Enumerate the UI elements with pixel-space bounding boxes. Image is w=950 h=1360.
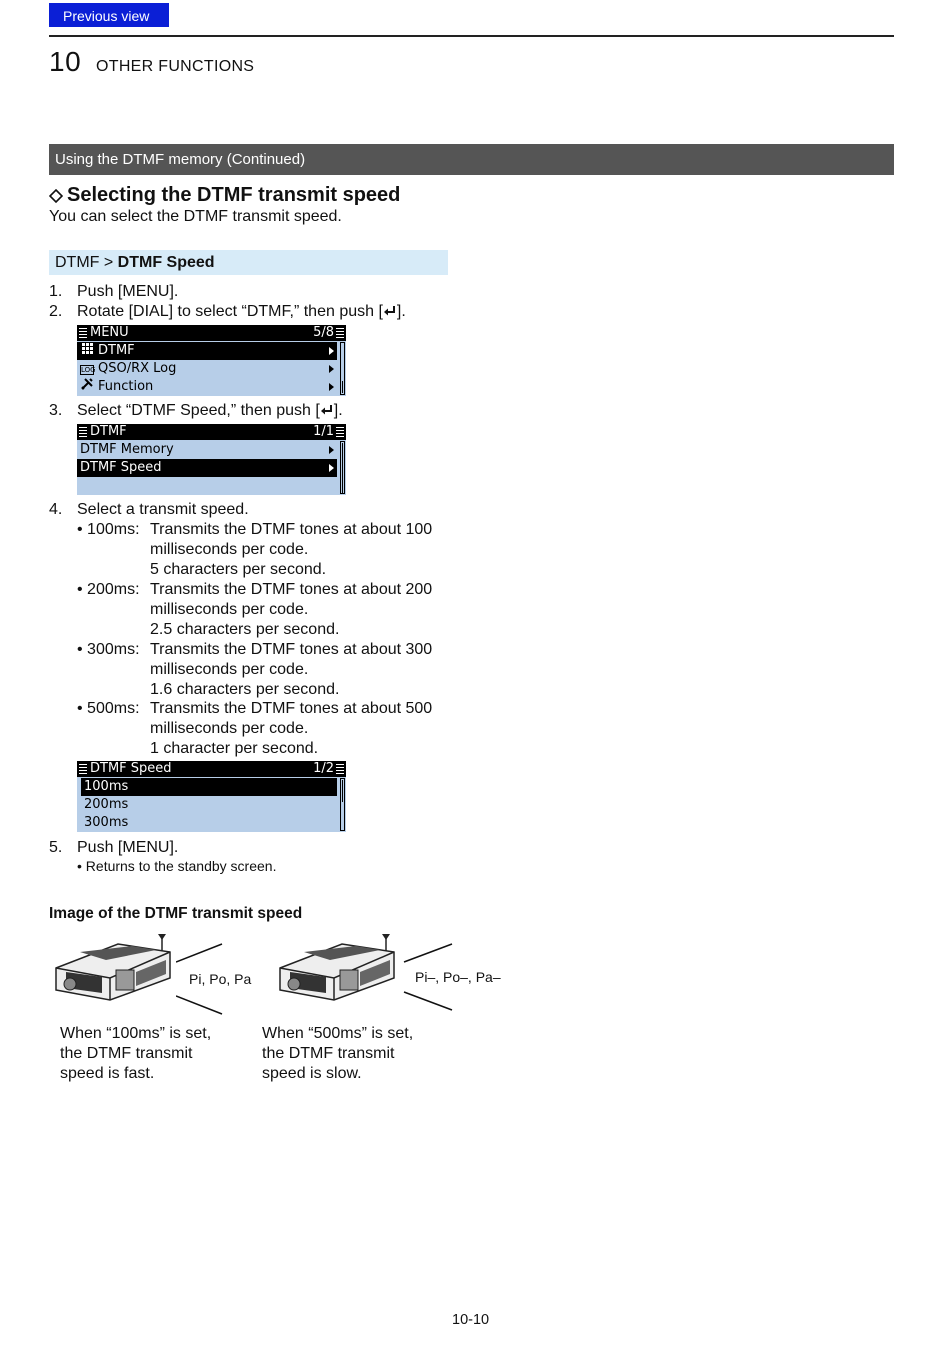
dtmf-row-memory[interactable] — [77, 441, 337, 459]
caption-line: When “100ms” is set, — [60, 1025, 212, 1042]
speed-desc: milliseconds per code. — [150, 541, 309, 558]
step-2 — [49, 302, 406, 322]
speed-row-100[interactable] — [81, 778, 337, 796]
step-text: Rotate [DIAL] to select “DTMF,” then push [ — [77, 303, 383, 320]
list-icon — [336, 427, 344, 437]
arrow-right-icon — [329, 347, 334, 355]
row-label: 100ms — [84, 779, 129, 794]
speed-desc: milliseconds per code. — [150, 601, 309, 618]
section-bar: Using the DTMF memory (Continued) — [49, 144, 894, 175]
step-text: Select “DTMF Speed,” then push [ — [77, 402, 320, 419]
step-number: 4. — [49, 501, 63, 518]
enter-key-icon — [320, 403, 334, 417]
speed-row-200[interactable] — [81, 796, 337, 814]
speed-label-100: • 100ms: — [77, 521, 140, 538]
list-icon — [79, 764, 87, 774]
step-text: Push [MENU]. — [77, 283, 179, 300]
screen-page: 1/1 — [313, 424, 334, 439]
caption-line: When “500ms” is set, — [262, 1025, 414, 1042]
tone-text-fast: Pi, Po, Pa — [189, 971, 252, 987]
speed-row-300[interactable] — [81, 814, 337, 832]
screen-header — [77, 424, 346, 440]
caption-slow — [262, 1024, 413, 1084]
step-number: 3. — [49, 402, 63, 419]
caption-line: the DTMF transmit — [60, 1045, 193, 1062]
arrow-right-icon — [329, 464, 334, 472]
menu-path — [49, 250, 448, 275]
step-text-end: ]. — [333, 402, 343, 419]
header-divider — [49, 35, 894, 37]
speed-desc: Transmits the DTMF tones at about 100 — [150, 521, 433, 538]
row-label: 200ms — [84, 797, 129, 812]
arrow-right-icon — [329, 365, 334, 373]
caption-fast — [60, 1024, 211, 1084]
screen-title: MENU — [90, 325, 129, 340]
screen-page: 5/8 — [313, 325, 334, 340]
dtmf-row-speed[interactable] — [77, 459, 337, 477]
arrow-right-icon — [329, 446, 334, 454]
menu-path-parent: DTMF > — [55, 254, 118, 271]
row-label: 300ms — [84, 815, 129, 830]
menu-row-function[interactable] — [77, 378, 337, 396]
step-5-note: • Returns to the standby screen. — [77, 858, 277, 874]
caption-line: the DTMF transmit — [262, 1045, 395, 1062]
step-number: 1. — [49, 283, 63, 300]
image-section-title: Image of the DTMF transmit speed — [49, 905, 303, 922]
caption-line: speed is slow. — [262, 1065, 362, 1082]
step-5 — [49, 838, 178, 858]
list-icon — [79, 328, 87, 338]
page-number: 10-10 — [452, 1312, 490, 1328]
step-text: Select a transmit speed. — [77, 501, 249, 518]
speed-desc: milliseconds per code. — [150, 661, 309, 678]
list-icon — [336, 764, 344, 774]
step-text: Push [MENU]. — [77, 839, 179, 856]
screen-header — [77, 761, 346, 777]
step-number: 2. — [49, 303, 63, 320]
speed-desc: 1 character per second. — [150, 740, 319, 757]
step-4 — [49, 500, 249, 520]
section-heading — [49, 184, 400, 207]
list-icon — [79, 427, 87, 437]
dtmf-screen — [77, 424, 346, 495]
log-icon: LOG — [81, 366, 96, 374]
screen-header — [77, 325, 346, 341]
chapter-number: 10 — [49, 46, 82, 77]
tools-icon — [80, 378, 94, 396]
caption-line: speed is fast. — [60, 1065, 155, 1082]
speed-label-300: • 300ms: — [77, 641, 140, 658]
dtmf-speed-screen — [77, 761, 346, 832]
speed-desc: Transmits the DTMF tones at about 300 — [150, 641, 433, 658]
screen-scrollbar — [340, 441, 345, 494]
menu-row-dtmf[interactable] — [77, 342, 337, 360]
speed-desc: 1.6 characters per second. — [150, 681, 340, 698]
speed-label-200: • 200ms: — [77, 581, 140, 598]
speed-label-500: • 500ms: — [77, 700, 140, 717]
speed-desc: Transmits the DTMF tones at about 500 — [150, 700, 433, 717]
dtmf-grid-icon — [80, 342, 94, 360]
screen-scrollbar — [340, 342, 345, 395]
row-label: DTMF Memory — [80, 442, 174, 457]
step-text-end: ]. — [396, 303, 406, 320]
screen-title: DTMF Speed — [90, 761, 172, 776]
screen-scrollbar — [340, 778, 345, 831]
enter-key-icon — [383, 304, 397, 318]
intro-text: You can select the DTMF transmit speed. — [49, 208, 342, 225]
previous-view-button[interactable]: Previous view — [49, 3, 169, 27]
row-label: DTMF Speed — [80, 460, 162, 475]
step-1 — [49, 282, 178, 302]
tone-text-slow: Pi–, Po–, Pa– — [415, 969, 501, 985]
speed-desc: Transmits the DTMF tones at about 200 — [150, 581, 433, 598]
step-3 — [49, 401, 343, 421]
speed-desc: milliseconds per code. — [150, 720, 309, 737]
row-label: Function — [98, 379, 154, 394]
screen-page: 1/2 — [313, 761, 334, 776]
menu-screen — [77, 325, 346, 396]
row-label: DTMF — [98, 343, 135, 358]
row-label: QSO/RX Log — [98, 361, 177, 376]
chapter-title: OTHER FUNCTIONS — [96, 58, 255, 75]
menu-path-item: DTMF Speed — [117, 254, 215, 271]
speed-desc: 5 characters per second. — [150, 561, 327, 578]
menu-row-qso-log[interactable] — [77, 360, 337, 378]
speed-desc: 2.5 characters per second. — [150, 621, 340, 638]
list-icon — [336, 328, 344, 338]
arrow-right-icon — [329, 383, 334, 391]
screen-title: DTMF — [90, 424, 127, 439]
diamond-icon — [49, 189, 63, 203]
step-number: 5. — [49, 839, 63, 856]
heading-text: Selecting the DTMF transmit speed — [67, 184, 401, 206]
